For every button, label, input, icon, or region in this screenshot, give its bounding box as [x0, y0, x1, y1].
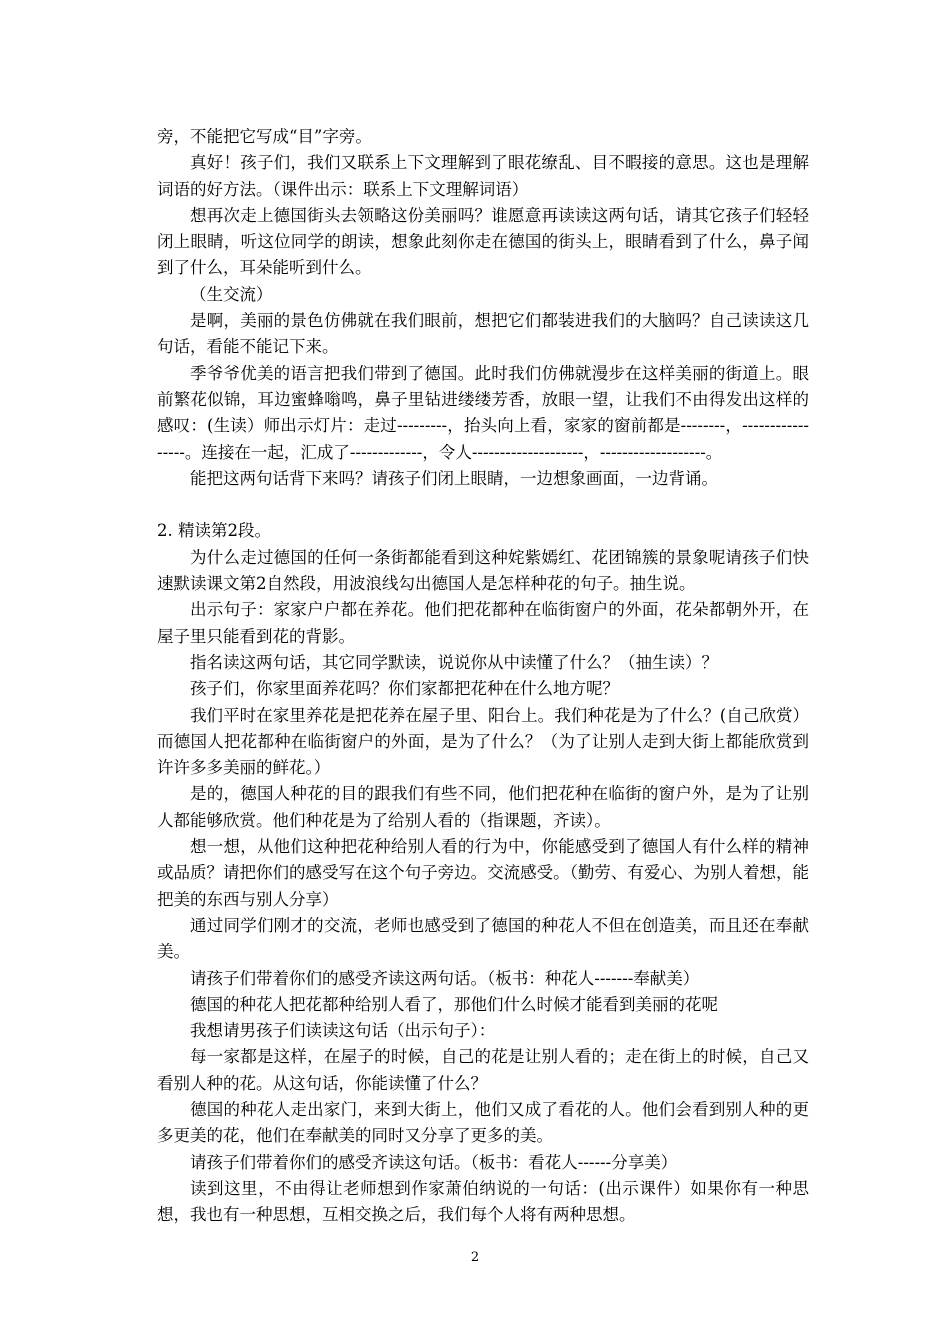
paragraph: 每一家都是这样，在屋子的时候，自己的花是让别人看的；走在街上的时候，自己又看别人种的花。从这句话，你能读懂了什么？: [157, 1047, 809, 1093]
paragraph: 是的，德国人种花的目的跟我们有些不同，他们把花种在临街的窗户外，是为了让别人都能够欣赏。他们种花是为了给别人看的（指课题，齐读）。: [157, 784, 809, 830]
paragraph: 德国的种花人走出家门，来到大街上，他们又成了看花的人。他们会看到别人种的更多更美的花，他们在奉献美的同时又分享了更多的美。: [157, 1099, 809, 1146]
paragraph: 指名读这两句话，其它同学默读，说说你从中读懂了什么？（抽生读）？: [190, 652, 718, 672]
paragraph: 出示句子：家家户户都在养花。他们把花都种在临街窗户的外面，花朵都朝外开，在屋子里只能看到花的背影。: [157, 600, 809, 646]
body-text: [157, 124, 809, 1228]
paragraph: （生交流）: [190, 284, 273, 304]
paragraph: 真好！孩子们，我们又联系上下文理解到了眼花缭乱、目不暇接的意思。这也是理解词语的好方法。（课件出示：联系上下文理解词语）: [157, 153, 809, 199]
paragraph: 孩子们，你家里面养花吗？你们家都把花种在什么地方呢？: [190, 679, 619, 699]
paragraph: 为什么走过德国的任何一条街都能看到这种姹紫嫣红、花团锦簇的景象呢请孩子们快速默读课文第2自然段，用波浪线勾出德国人是怎样种花的句子。抽生说。: [157, 547, 809, 594]
paragraph: 能把这两句话背下来吗？请孩子们闭上眼睛，一边想象画面，一边背诵。: [190, 468, 718, 488]
paragraph: 德国的种花人把花都种给别人看了，那他们什么时候才能看到美丽的花呢: [190, 994, 718, 1014]
paragraph: 季爷爷优美的语言把我们带到了德国。此时我们仿佛就漫步在这样美丽的街道上。眼前繁花似锦，耳边蜜蜂嗡鸣，鼻子里钻进缕缕芳香，放眼一望，让我们不由得发出这样的感叹：(生读）师出示灯片：走过---------，抬头向上看，家家的窗前都是--------，-----------------。连接在一起，汇成了-------------，令人--------------------，-------------------。: [157, 363, 809, 462]
paragraph: 读到这里，不由得让老师想到作家萧伯纳说的一句话：(出示课件）如果你有一种思想，我也有一种思想，互相交换之后，我们每个人将有两种思想。: [157, 1178, 809, 1225]
paragraph: 我们平时在家里养花是把花养在屋子里、阳台上。我们种花是为了什么？(自己欣赏）而德国人把花都种在临街窗户的外面，是为了什么？（为了让别人走到大街上都能欣赏到许许多多美丽的鲜花。）: [157, 705, 809, 778]
page-number: 2: [470, 1250, 480, 1265]
paragraph: 请孩子们带着你们的感受齐读这句话。（板书：看花人------分享美）: [190, 1152, 678, 1172]
section-heading: 2. 精读第2段。: [157, 521, 271, 541]
paragraph: 想一想，从他们这种把花种给别人看的行为中，你能感受到了德国人有什么样的精神或品质？请把你们的感受写在这个句子旁边。交流感受。（勤劳、有爱心、为别人着想，能把美的东西与别人分享）: [157, 837, 809, 909]
paragraph: 旁，不能把它写成“目”字旁。: [157, 127, 372, 146]
paragraph: 是啊，美丽的景色仿佛就在我们眼前，想把它们都装进我们的大脑吗？自己读读这几句话，看能不能记下来。: [157, 311, 809, 357]
paragraph: 请孩子们带着你们的感受齐读这两句话。（板书：种花人-------奉献美）: [190, 968, 700, 988]
paragraph: 想再次走上德国街头去领略这份美丽吗？谁愿意再读读这两句话，请其它孩子们轻轻闭上眼睛，听这位同学的朗读，想象此刻你走在德国的街头上，眼睛看到了什么，鼻子闻到了什么，耳朵能听到什么。: [157, 205, 809, 278]
paragraph: 我想请男孩子们读读这句话（出示句子）：: [190, 1021, 496, 1041]
blank-line: [157, 492, 809, 518]
paragraph: 通过同学们刚才的交流，老师也感受到了德国的种花人不但在创造美，而且还在奉献美。: [157, 915, 809, 962]
